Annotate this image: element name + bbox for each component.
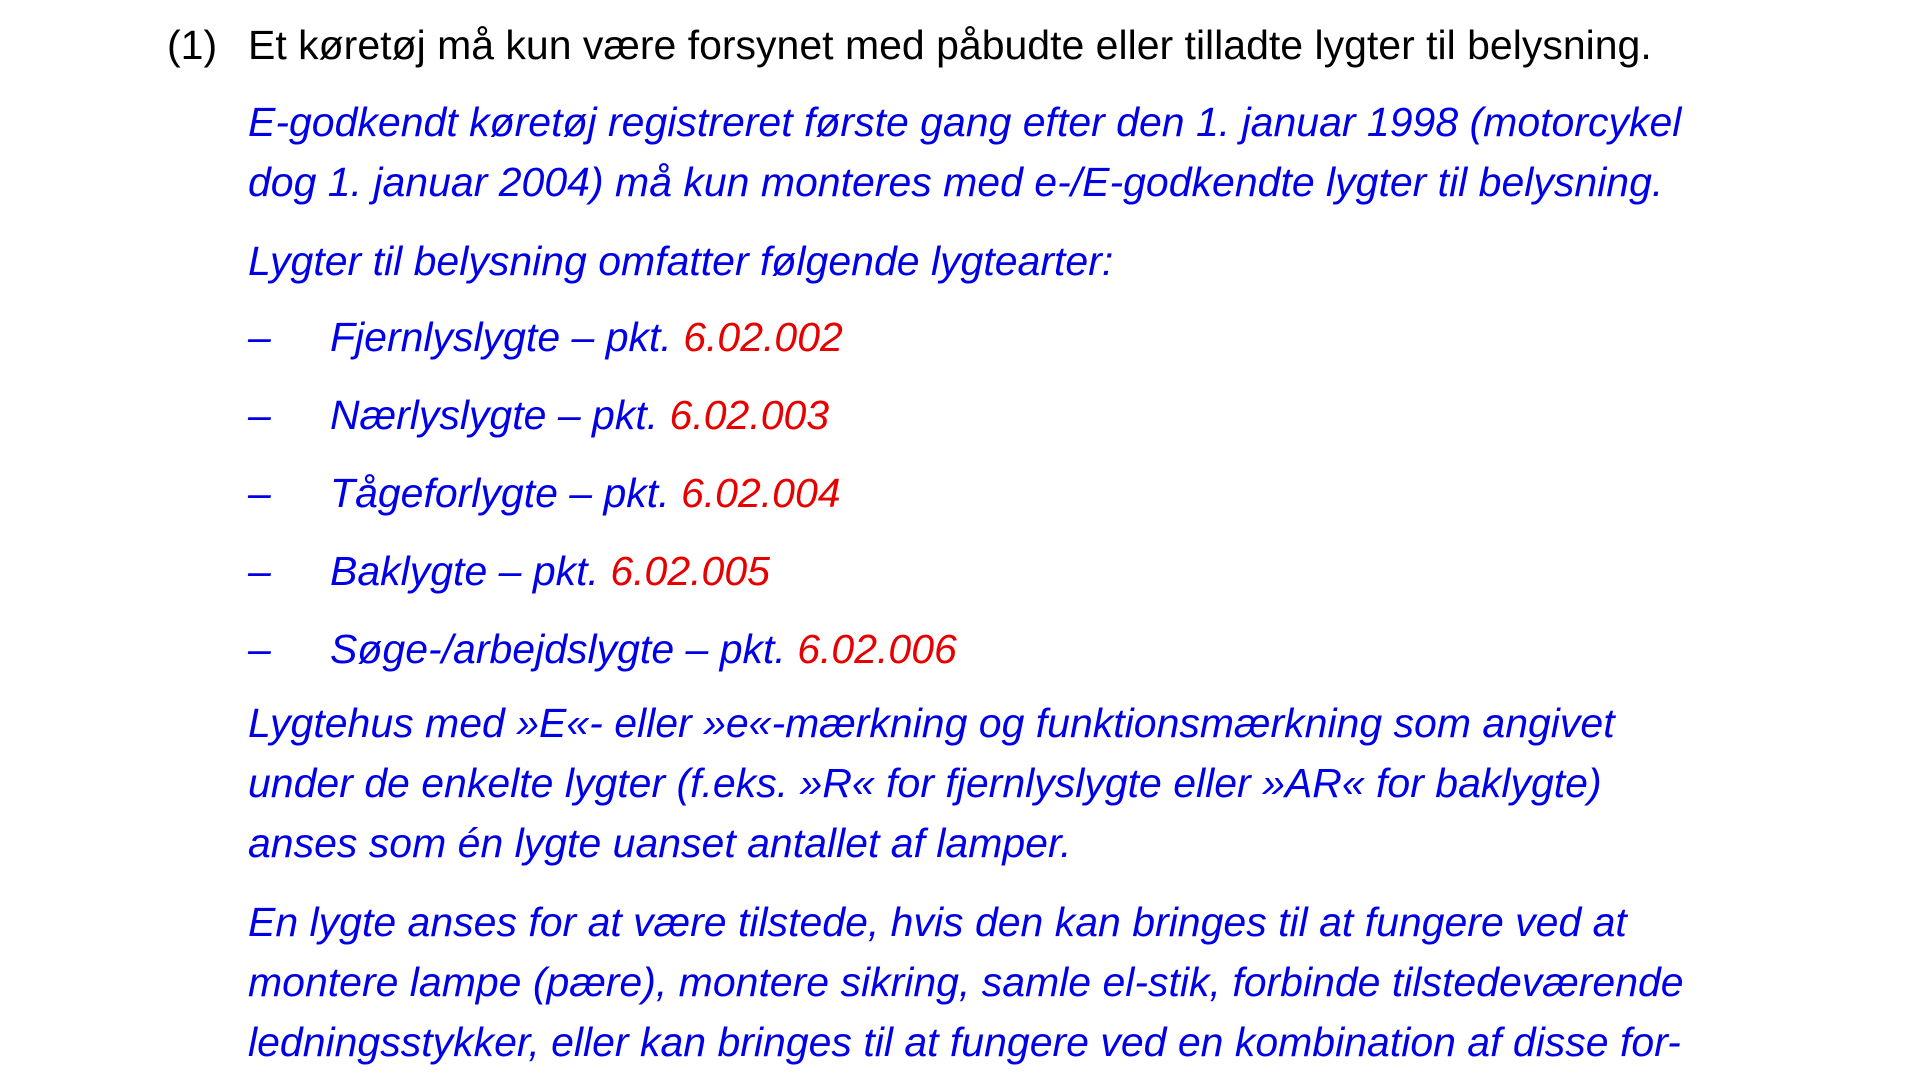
presence-note-paragraph bbox=[248, 892, 1888, 1072]
housing-note-line: Lygtehus med »E«- eller »e«-mærkning og funktionsmærkning som angivet bbox=[248, 700, 1615, 746]
list-heading bbox=[248, 231, 1888, 291]
section-reference: 6.02.006 bbox=[797, 626, 957, 672]
list-item-text bbox=[330, 622, 957, 676]
presence-note-line: En lygte anses for at være tilstede, hvis den kan bringes til at fungere ved at bbox=[248, 899, 1627, 945]
list-item-label: Baklygte – pkt. bbox=[330, 548, 599, 594]
presence-note-line: ledningsstykker, eller kan bringes til at fungere ved en kombination af disse for- bbox=[248, 1019, 1681, 1065]
section-main-text: Et køretøj må kun være forsynet med påbudte eller tilladte lygter til belysning. bbox=[248, 22, 1652, 68]
housing-note-line: under de enkelte lygter (f.eks. »R« for fjernlyslygte eller »AR« for baklygte) bbox=[248, 760, 1602, 806]
list-dash: – bbox=[248, 548, 271, 594]
list-item-label: Tågeforlygte – pkt. bbox=[330, 470, 670, 516]
list-dash: – bbox=[248, 626, 271, 672]
list-dash: – bbox=[248, 392, 271, 438]
intro-line: dog 1. januar 2004) må kun monteres med e-/E-godkendte lygter til belysning. bbox=[248, 159, 1664, 205]
list-item-label: Søge-/arbejdslygte – pkt. bbox=[330, 626, 786, 672]
list-heading-text: Lygter til belysning omfatter følgende lygtearter: bbox=[248, 238, 1114, 284]
section-reference: 6.02.004 bbox=[680, 470, 841, 516]
intro-paragraph bbox=[248, 92, 1888, 212]
list-item-text bbox=[330, 544, 770, 598]
section-reference: 6.02.003 bbox=[669, 392, 830, 438]
list-dash: – bbox=[248, 470, 271, 516]
list-item-text bbox=[330, 388, 829, 442]
housing-note-line: anses som én lygte uanset antallet af lamper. bbox=[248, 820, 1072, 866]
list-dash: – bbox=[248, 314, 271, 360]
list-item-label: Fjernlyslygte – pkt. bbox=[330, 314, 672, 360]
list-item-text bbox=[330, 310, 843, 364]
list-item-text bbox=[330, 466, 841, 520]
housing-note-paragraph bbox=[248, 693, 1888, 873]
section-number: (1) bbox=[167, 22, 218, 68]
section-reference: 6.02.005 bbox=[610, 548, 770, 594]
list-item-label: Nærlyslygte – pkt. bbox=[330, 392, 659, 438]
presence-note-line: montere lampe (pære), montere sikring, samle el-stik, forbinde tilstedeværende bbox=[248, 959, 1684, 1005]
section-reference: 6.02.002 bbox=[683, 314, 843, 360]
intro-line: E-godkendt køretøj registreret første gang efter den 1. januar 1998 (motorcykel bbox=[248, 99, 1682, 145]
